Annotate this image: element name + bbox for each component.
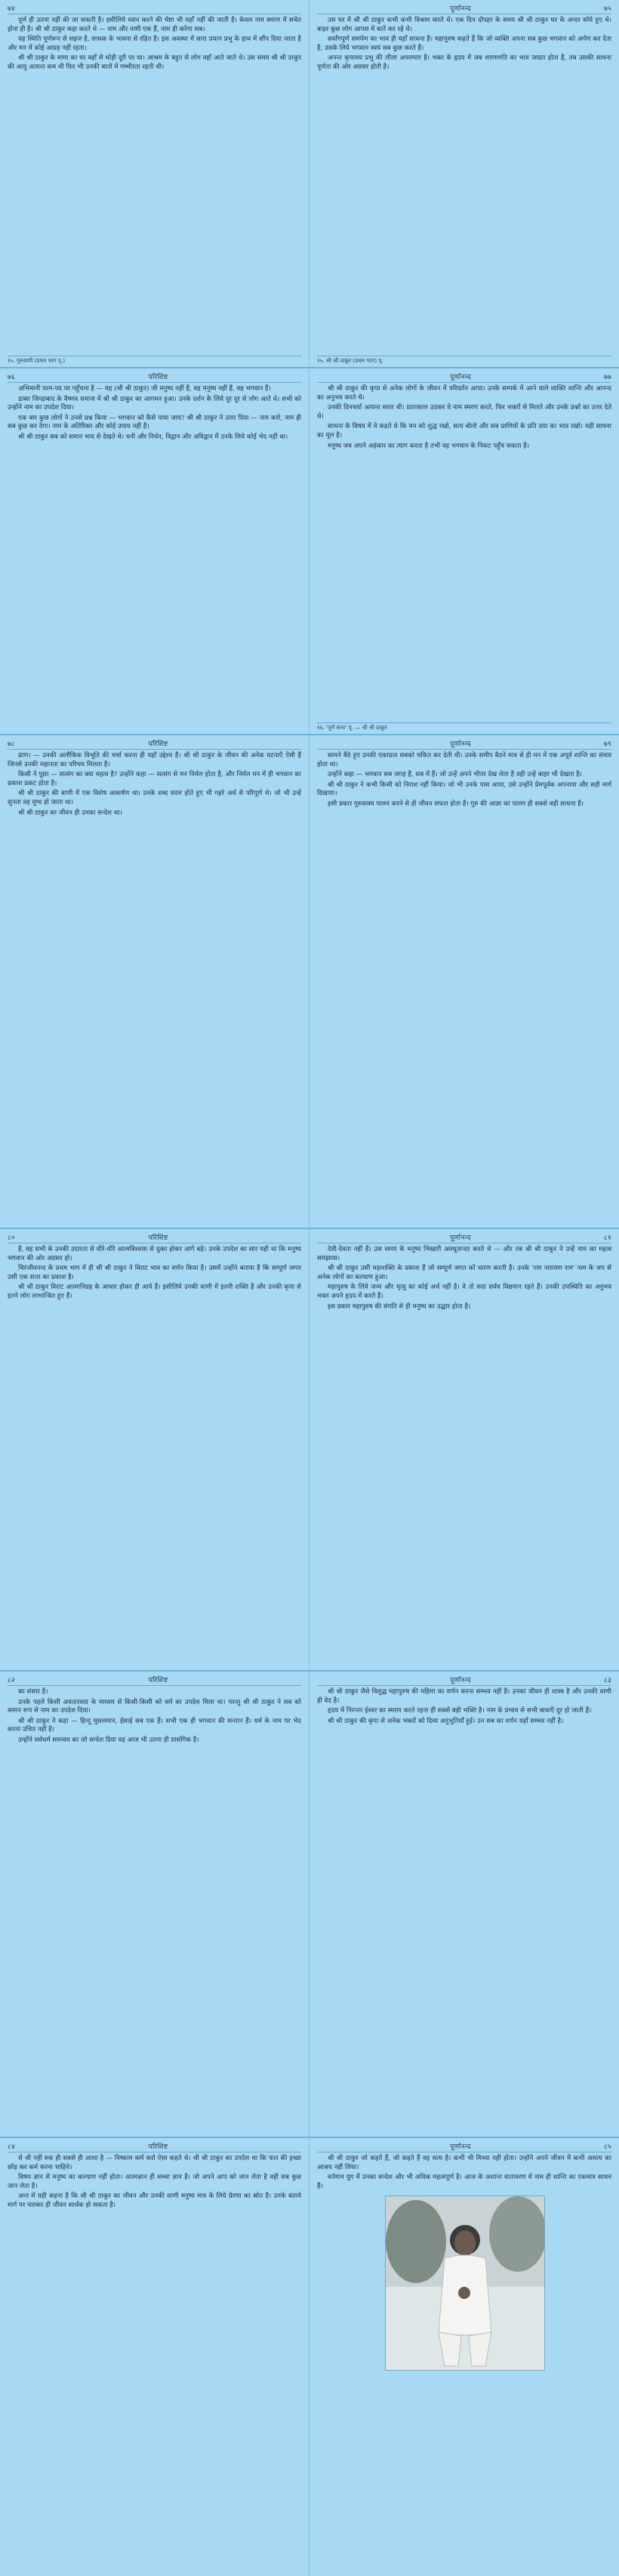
portrait-figure bbox=[385, 2195, 544, 2371]
paragraph: किसी ने पूछा — सत्संग का क्या महत्व है? उन्होंने कहा — सत्संग से मन निर्मल होता है, और निर्मल मन में ही भगवान का प्रकाश प्रकट होता है। bbox=[8, 771, 301, 787]
page-number: ८३ bbox=[604, 1677, 611, 1684]
page-number: ७६ bbox=[8, 374, 15, 381]
left-page bbox=[0, 1229, 310, 1670]
page-header bbox=[8, 738, 301, 750]
page-header bbox=[317, 371, 611, 383]
page-spread bbox=[0, 0, 619, 368]
paragraph: इसी प्रकार गुरुवाक्य पालन करने से ही जीवन सफल होता है। गुरु की आज्ञा का पालन ही सबसे बड़ी साधना है। bbox=[328, 800, 584, 808]
page-spread bbox=[0, 735, 619, 1229]
page-header bbox=[8, 371, 301, 383]
body-text bbox=[317, 385, 611, 451]
page-spread bbox=[0, 1672, 619, 2138]
running-title: परिशिष्ट bbox=[148, 1677, 168, 1684]
footnote: १६. 'पूर्ण सत्ता' पृ. — श्री श्री ठाकुर bbox=[317, 723, 611, 731]
page-header bbox=[317, 1232, 611, 1243]
page-spread bbox=[0, 1229, 619, 1672]
paragraph: सामने बैठे हुए उनकी एकाग्रता सबको चकित कर देती थी। उनके समीप बैठने मात्र से ही मन में एक अपूर्व शान्ति का संचार होता था। bbox=[317, 752, 611, 769]
right-page bbox=[310, 0, 619, 367]
left-page bbox=[0, 0, 310, 367]
running-title: पूर्णानन्द bbox=[450, 1234, 472, 1242]
paragraph: श्री श्री ठाकुर का जीवन ही उनका सन्देश था। bbox=[18, 809, 122, 817]
body-text bbox=[317, 2155, 611, 2191]
page-number: ७४ bbox=[8, 5, 15, 13]
left-page bbox=[0, 735, 310, 1228]
page-number: ८१ bbox=[604, 1234, 611, 1242]
body-text bbox=[8, 1246, 301, 1302]
page-header bbox=[8, 1232, 301, 1243]
paragraph: अभिमानी परम-पद पर पहुँचना है — यह (श्री श्री ठाकुर) जी मनुष्य नहीं हैं, वह मनुष्य नहीं हैं, वह भगवान हैं। bbox=[18, 385, 271, 393]
footnote: १५. श्री श्री ठाकुर (प्रथम भाग) पृ. bbox=[317, 356, 611, 364]
paragraph: अनन्त कृपामय प्रभु की लीला अपरम्पार है। भक्त के हृदय में जब शरणागति का भाव जाग्रत होता है, तब उसकी साधना पूर्णता की ओर अग्रसर होती है। bbox=[317, 54, 611, 71]
body-text bbox=[8, 1688, 301, 1746]
running-title: पूर्णानन्द bbox=[450, 2143, 472, 2151]
paragraph: पूर्ण ही उतना नहीं की जा सकती है। इसीलिये ध्यान करने की चेष्टा भी यहाँ नहीं की जाती है। केवल नाम स्मरण में सचेत होना ही है। श्री श्री ठाकुर कहा करते थे — नाम और नामी एक हैं, नाम ही करेगा सब। bbox=[8, 17, 301, 33]
body-text bbox=[8, 17, 301, 72]
paragraph: श्री श्री ठाकुर विराट आत्मानिग्रह के आधार होकर ही आये हैं। इसीलिये उनकी वाणी में इतनी शक्ति है और उनकी कृपा से इतने लोग लाभान्वित हुए हैं। bbox=[8, 1283, 301, 1300]
running-title: परिशिष्ट bbox=[148, 374, 168, 381]
paragraph: मनुष्य जब अपने अहंकार का त्याग करता है तभी वह भगवान के निकट पहुँच सकता है। bbox=[328, 442, 530, 450]
paragraph: श्री श्री ठाकुर जैसे विशुद्ध महापुरुष की महिमा का वर्णन करना सम्भव नहीं है। उनका जीवन ही शास्त्र है और उनकी वाणी ही वेद है। bbox=[317, 1688, 611, 1705]
right-page bbox=[310, 368, 619, 734]
page-spread bbox=[0, 2138, 619, 2576]
left-page bbox=[0, 368, 310, 734]
paragraph: वर्तमान युग में उनका सन्देश और भी अधिक महत्वपूर्ण है। आज के अशान्त वातावरण में नाम ही शान्ति का एकमात्र साधन है। bbox=[317, 2174, 611, 2190]
paragraph: श्री श्री ठाकुर सब को समान भाव से देखते थे। धनी और निर्धन, विद्वान और अविद्वान में उनके लिये कोई भेद नहीं था। bbox=[18, 433, 288, 441]
paragraph: ढाका जिन्द्राबाद के वैष्णव समाज में श्री श्री ठाकुर का आगमन हुआ। उनके दर्शन के लिये दूर दूर से लोग आते थे। सभी को उन्होंने नाम का उपदेश दिया। bbox=[8, 395, 301, 412]
right-page bbox=[310, 735, 619, 1228]
page-number: ८४ bbox=[8, 2143, 15, 2151]
footnote: १५. गुरुवाणी (प्रथम भाग पृ.) bbox=[8, 356, 301, 364]
portrait-illustration bbox=[386, 2196, 544, 2370]
running-title: पूर्णानन्द bbox=[450, 5, 472, 13]
paragraph: अन्त में यही कहना है कि श्री श्री ठाकुर का जीवन और उनकी वाणी मनुष्य मात्र के लिये प्रेरणा का स्रोत है। उनके बताये मार्ग पर चलकर ही जीवन सार्थक हो सकता है। bbox=[8, 2192, 301, 2209]
body-text bbox=[317, 17, 611, 72]
right-page bbox=[310, 1672, 619, 2137]
page-number: ७८ bbox=[8, 741, 15, 748]
body-text bbox=[8, 385, 301, 442]
page-number: ८५ bbox=[604, 2143, 611, 2151]
paragraph: उन्होंने सर्वधर्म समन्वय का जो सन्देश दिया वह आज भी उतना ही प्रासंगिक है। bbox=[18, 1736, 199, 1744]
paragraph: साधना के विषय में वे कहते थे कि मन को शुद्ध रखो, सत्य बोलो और सब प्राणियों के प्रति दया का भाव रखो। यही साधना का मूल है। bbox=[317, 423, 611, 439]
body-text bbox=[8, 752, 301, 818]
paragraph: श्री श्री ठाकुर की कृपा से अनेक लोगों के जीवन में परिवर्तन आया। उनके सम्पर्क में आने वाले व्यक्ति शान्ति और आनन्द का अनुभव करते थे। bbox=[317, 385, 611, 402]
body-text bbox=[317, 1246, 611, 1311]
paragraph: उन्होंने कहा — भगवान सब जगह हैं, सब में हैं। जो उन्हें अपने भीतर देख लेता है वही उन्हें बाहर भी देखता है। bbox=[328, 771, 582, 779]
page-number: ८२ bbox=[8, 1677, 15, 1684]
paragraph: श्री श्री ठाकुर ने कभी किसी को निराश नहीं किया। जो भी उनके पास आया, उसे उन्होंने प्रेमपूर्वक अपनाया और सही मार्ग दिखाया। bbox=[317, 781, 611, 798]
running-title: पूर्णानन्द bbox=[450, 741, 472, 748]
body-text bbox=[317, 752, 611, 809]
page-header bbox=[8, 1675, 301, 1686]
paragraph: का संसार है। bbox=[18, 1688, 48, 1696]
paragraph: श्री श्री ठाकुर की कृपा से अनेक भक्तों को दिव्य अनुभूतियाँ हुई। उन सब का वर्णन यहाँ सम्भव नहीं है। bbox=[328, 1717, 564, 1725]
running-title: पूर्णानन्द bbox=[450, 1677, 472, 1684]
page-header bbox=[8, 3, 301, 14]
body-text bbox=[8, 2155, 301, 2211]
paragraph: देवी-देवता नहीं हैं। उस समय के मनुष्य भिखारी अवधूतान्दर करते थे — और तब श्री श्री ठाकुर ने उन्हें नाम का महत्व समझाया। bbox=[317, 1246, 611, 1262]
page-number: ८० bbox=[8, 1234, 15, 1242]
paragraph: उनकी दिनचर्या अत्यन्त सरल थी। प्रातःकाल उठकर वे नाम स्मरण करते, फिर भक्तों से मिलते और उनके प्रश्नों का उत्तर देते थे। bbox=[317, 404, 611, 421]
paragraph: उनके पहले किसी अवतारवाद के माध्यम से किसी-किसी को धर्म का उपदेश मिला था। परन्तु श्री श्री ठाकुर ने सब को समान रूप से नाम का उपदेश दिया। bbox=[8, 1698, 301, 1715]
left-page bbox=[0, 1672, 310, 2137]
paragraph: से श्री नहीं रुक ही सबसे ही आशा है — निष्काम कर्म करो ऐसा कहते थे। श्री श्री ठाकुर का उपदेश था कि फल की इच्छा छोड़ कर कर्म करना चाहिये। bbox=[8, 2155, 301, 2171]
right-page bbox=[310, 2138, 619, 2576]
paragraph: श्री श्री ठाकुर ने कहा — हिन्दू मुसलमान, ईसाई सब एक हैं। सभी एक ही भगवान की सन्तान हैं। धर्म के नाम पर भेद करना उचित नहीं है। bbox=[8, 1717, 301, 1734]
left-page bbox=[0, 2138, 310, 2576]
paragraph: है, वह सभी के उनकी उदारता से धीरे-धीरे आत्मविश्वास से युक्त होकर आगे बढ़े। उनके उपदेश का सार यही था कि मनुष्य भगवान की ओर अग्रसर हो। bbox=[8, 1246, 301, 1262]
right-page bbox=[310, 1229, 619, 1670]
running-title: परिशिष्ट bbox=[148, 2143, 168, 2151]
paragraph: श्री श्री ठाकुर उसी महाशक्ति के प्रकाश हैं जो सम्पूर्ण जगत को धारण करती है। उनके 'राम नारायण राम' नाम के जप से अनेक लोगों का कल्याण हुआ। bbox=[317, 1265, 611, 1281]
paragraph: यह स्थिति पूर्णरूप से सहज है, साधक के भावना से रहित है। इस अवस्था में सारा प्रयत्न प्रभु के हाथ में सौंप दिया जाता है और मन में कोई आग्रह नहीं रहता। bbox=[8, 35, 301, 52]
running-title: परिशिष्ट bbox=[148, 1234, 168, 1242]
body-text bbox=[317, 1688, 611, 1726]
page-number: ७९ bbox=[604, 741, 611, 748]
paragraph: विषय ज्ञान से मनुष्य का कल्याण नहीं होता। आत्मज्ञान ही सच्चा ज्ञान है। जो अपने आप को जान लेता है वही सब कुछ जान लेता है। bbox=[8, 2174, 301, 2190]
page-header bbox=[317, 1675, 611, 1686]
running-title: पूर्णानन्द bbox=[450, 374, 472, 381]
paragraph: महापुरुष के लिये जन्म और मृत्यु का कोई अर्थ नहीं है। वे तो सदा सर्वत्र विद्यमान रहते हैं। उनकी उपस्थिति का अनुभव भक्त अपने हृदय में करते हैं। bbox=[317, 1283, 611, 1300]
paragraph: प्राण। — उनकी अलौकिक विभूति की चर्चा करना ही यहाँ उद्देश्य है। श्री श्री ठाकुर के जीवन की अनेक घटनाएँ ऐसी हैं जिनसे उनकी महानता का परिचय मिलता है। bbox=[8, 752, 301, 769]
paragraph: उस घर में श्री श्री ठाकुर कभी कभी विश्राम करते थे। एक दिन दोपहर के समय श्री श्री ठाकुर घर के अन्दर सोये हुए थे। बाहर कुछ लोग आपस में बातें कर रहे थे। bbox=[317, 17, 611, 33]
page-header bbox=[317, 738, 611, 750]
paragraph: श्री श्री ठाकुर जो कहते हैं, जो कहते हैं वह सत्य है। कभी भी मिथ्या नहीं होता। उन्होंने अपने जीवन में कभी असत्य का आश्रय नहीं लिया। bbox=[317, 2155, 611, 2171]
paragraph: श्री श्री ठाकुर की वाणी में एक विशेष आकर्षण था। उनके शब्द सरल होते हुए भी गहरे अर्थ से परिपूर्ण थे। जो भी उन्हें सुनता वह मुग्ध हो जाता था। bbox=[8, 790, 301, 806]
page-spread bbox=[0, 368, 619, 735]
page-header bbox=[317, 2141, 611, 2152]
running-title: परिशिष्ट bbox=[148, 741, 168, 748]
page-header bbox=[8, 2141, 301, 2152]
paragraph: एक बार कुछ लोगों ने उनसे प्रश्न किया — भगवान को कैसे पाया जाय? श्री श्री ठाकुर ने उत्तर दिया — नाम करो, नाम ही सब कुछ कर देगा। नाम के अतिरिक्त और कोई उपाय नहीं है। bbox=[8, 414, 301, 431]
page-number: ७७ bbox=[604, 374, 611, 381]
paragraph: इस प्रकार महापुरुष की संगति से ही मनुष्य का उद्धार होता है। bbox=[328, 1302, 471, 1311]
paragraph: चिरंजीवनन्द के प्रथम भाग में ही श्री श्री ठाकुर ने विराट भाव का वर्णन किया है। उसमें उन्होंने बताया है कि सम्पूर्ण जगत उसी एक सत्ता का प्रकाश है। bbox=[8, 1265, 301, 1281]
page-header bbox=[317, 3, 611, 14]
paragraph: श्री श्री ठाकुर के मामा का घर वहाँ से थोड़ी दूरी पर था। आश्रम के बहुत से लोग वहाँ आते जाते थे। उस समय श्री श्री ठाकुर की आयु अत्यन्त कम थी फिर भी उनकी बातों में गम्भीरता रहती थी। bbox=[8, 54, 301, 71]
page-number: ७५ bbox=[604, 5, 611, 13]
paragraph: सर्वांगपूर्ण समर्पण का भाव ही यहाँ साधना है। महापुरुष कहते हैं कि जो व्यक्ति अपना सब कुछ भगवान को अर्पण कर देता है, उसके लिये भगवान स्वयं सब कुछ करते हैं। bbox=[317, 35, 611, 52]
portrait-photo bbox=[385, 2195, 545, 2371]
paragraph: हृदय में निरन्तर ईश्वर का स्मरण करते रहना ही सबसे बड़ी भक्ति है। नाम के प्रभाव से सभी बाधाएँ दूर हो जाती हैं। bbox=[328, 1707, 592, 1715]
